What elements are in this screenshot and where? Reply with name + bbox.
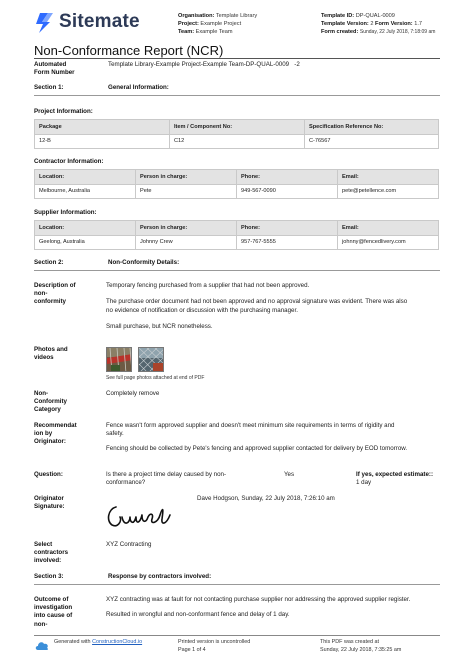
- team-label: Team:: [178, 29, 195, 36]
- logo-text: Sitemate: [59, 11, 140, 32]
- cloud-icon: [34, 640, 50, 651]
- question-answer: Yes: [284, 471, 295, 478]
- signature-label: Originator Signature:: [34, 495, 65, 511]
- table-cell: pete@petellence.com: [338, 184, 439, 199]
- description-text: Temporary fencing purchased from a supplier that had not been approved. The purchase order document had not been approved and no approval signature was evident. There was also no evidence of notification or discussion with the purchasing manager. Small purchase, but NCR nonetheless.: [106, 282, 408, 331]
- section3-divider: [34, 584, 440, 585]
- photos-label: Photos and videos: [34, 346, 68, 362]
- template-id-value: DP-QUAL-0009: [355, 13, 395, 19]
- org-label: Organisation:: [178, 13, 215, 19]
- section3-label: Section 3:: [34, 573, 64, 580]
- header-cell: Package: [35, 120, 170, 135]
- title-divider: [34, 58, 440, 59]
- photos-caption: See full page photos attached at end of PDF: [106, 375, 205, 381]
- form-number-value: Template Library-Example Project-Example Team-DP-QUAL-0009 -2: [108, 61, 300, 68]
- question-label: Question:: [34, 471, 63, 478]
- footer-generated: Generated with ConstructionCloud.io: [54, 639, 143, 645]
- header-cell: Phone:: [237, 221, 338, 236]
- footer-divider: [34, 635, 440, 636]
- table-header-row: [35, 170, 439, 185]
- form-version-label: Form Version:: [375, 21, 413, 28]
- table-cell: 12-B: [35, 134, 170, 149]
- header-cell: Person in charge:: [136, 221, 237, 236]
- section1-divider: [34, 95, 440, 96]
- logo: [34, 10, 144, 36]
- table-header-row: [35, 120, 439, 135]
- signature-meta: Dave Hodgson, Sunday, 22 July 2018, 7:26:10 am: [197, 495, 335, 502]
- contractor-info-title: Contractor Information:: [34, 158, 104, 165]
- header-cell: Email:: [338, 170, 439, 185]
- header-cell: Phone:: [237, 170, 338, 185]
- outcome-label: Outcome of investigation into cause of non-: [34, 596, 73, 628]
- section2-label: Section 2:: [34, 259, 64, 266]
- form-version-value: 1.7: [414, 21, 422, 28]
- section1-title: General Information:: [108, 84, 169, 91]
- contractors-label: Select contractors involved:: [34, 541, 69, 565]
- header-cell: Person in charge:: [136, 170, 237, 185]
- template-version-label: Template Version:: [321, 21, 369, 28]
- section2-divider: [34, 270, 440, 271]
- description-label: Description of non- conformity: [34, 282, 76, 306]
- contractors-value: XYZ Contracting: [106, 541, 152, 548]
- template-version-value: 2: [370, 21, 374, 28]
- table-cell: 957-767-5555: [237, 235, 338, 250]
- header-cell: Location:: [35, 221, 136, 236]
- category-label: Non- Conformity Category: [34, 390, 67, 414]
- project-label: Project:: [178, 21, 199, 28]
- supplier-info-table: [34, 220, 439, 250]
- table-row: [35, 184, 439, 199]
- table-cell: johnny@fencedlivery.com: [338, 235, 439, 250]
- header-org-block: [178, 12, 308, 37]
- fence-photo-image: [107, 348, 132, 372]
- category-value: Completely remove: [106, 390, 160, 397]
- table-cell: Melbourne, Australia: [35, 184, 136, 199]
- header-template-block: [321, 12, 445, 37]
- constructioncloud-link[interactable]: ConstructionCloud.io: [92, 639, 143, 645]
- form-created-value: Sunday, 22 July 2018, 7:18:09 am: [359, 29, 436, 36]
- header-cell: Specification Reference No:: [305, 120, 439, 135]
- question-text: Is there a project time delay caused by non- conformance?: [106, 471, 227, 487]
- template-id-label: Template ID:: [321, 13, 355, 19]
- page-title: Non-Conformance Report (NCR): [34, 43, 224, 58]
- section1-label: Section 1:: [34, 84, 64, 91]
- table-row: [35, 235, 439, 250]
- form-created-label: Form created:: [321, 29, 359, 36]
- estimate-value: 1 day: [356, 479, 372, 486]
- table-cell: Johnny Crew: [136, 235, 237, 250]
- header-cell: Location:: [35, 170, 136, 185]
- section2-title: Non-Conformity Details:: [108, 259, 180, 266]
- footer-printed: Printed version is uncontrolled Page 1 of 4: [178, 639, 251, 653]
- project-value: Example Project: [200, 21, 242, 28]
- recommendation-label: Recommendat ion by Originator:: [34, 422, 77, 446]
- contractor-info-table: [34, 169, 439, 199]
- recommendation-text: Fence wasn't form approved supplier and doesn't meet minimum site requirements in terms of rigidity and safety. Fencing should be collected by Pete's fencing and approved supplier contacted for delivery by EOD tomorrow.: [106, 422, 408, 452]
- table-cell: C12: [170, 134, 305, 149]
- table-cell: 949-567-0090: [237, 184, 338, 199]
- estimate-label: If yes, expected estimate::: [356, 471, 434, 478]
- form-number-label: Automated Form Number: [34, 61, 75, 77]
- project-info-table: [34, 119, 439, 149]
- fence-photo-image: [139, 348, 164, 372]
- photo-thumbnail-1[interactable]: [106, 347, 132, 372]
- table-cell: Pete: [136, 184, 237, 199]
- section3-title: Response by contractors involved:: [108, 573, 212, 580]
- table-cell: C-76567: [305, 134, 439, 149]
- signature-image: [104, 501, 176, 533]
- table-row: [35, 134, 439, 149]
- header-cell: Item / Component No:: [170, 120, 305, 135]
- project-info-title: Project Information:: [34, 108, 93, 115]
- table-header-row: [35, 221, 439, 236]
- photo-thumbnail-2[interactable]: [138, 347, 164, 372]
- outcome-text: XYZ contracting was at fault for not contacting purchase supplier nor addressing the approved supplier register. Resulted in wrongful and non-conformant fence and delay of 1 day.: [106, 596, 411, 619]
- org-value: Template Library: [215, 13, 258, 19]
- header-cell: Email:: [338, 221, 439, 236]
- supplier-info-title: Supplier Information:: [34, 209, 97, 216]
- footer-created: This PDF was created at Sunday, 22 July 2018, 7:35:25 am: [320, 639, 402, 653]
- table-cell: Geelong, Australia: [35, 235, 136, 250]
- team-value: Example Team: [195, 29, 233, 36]
- sitemate-logo-icon: [34, 11, 56, 35]
